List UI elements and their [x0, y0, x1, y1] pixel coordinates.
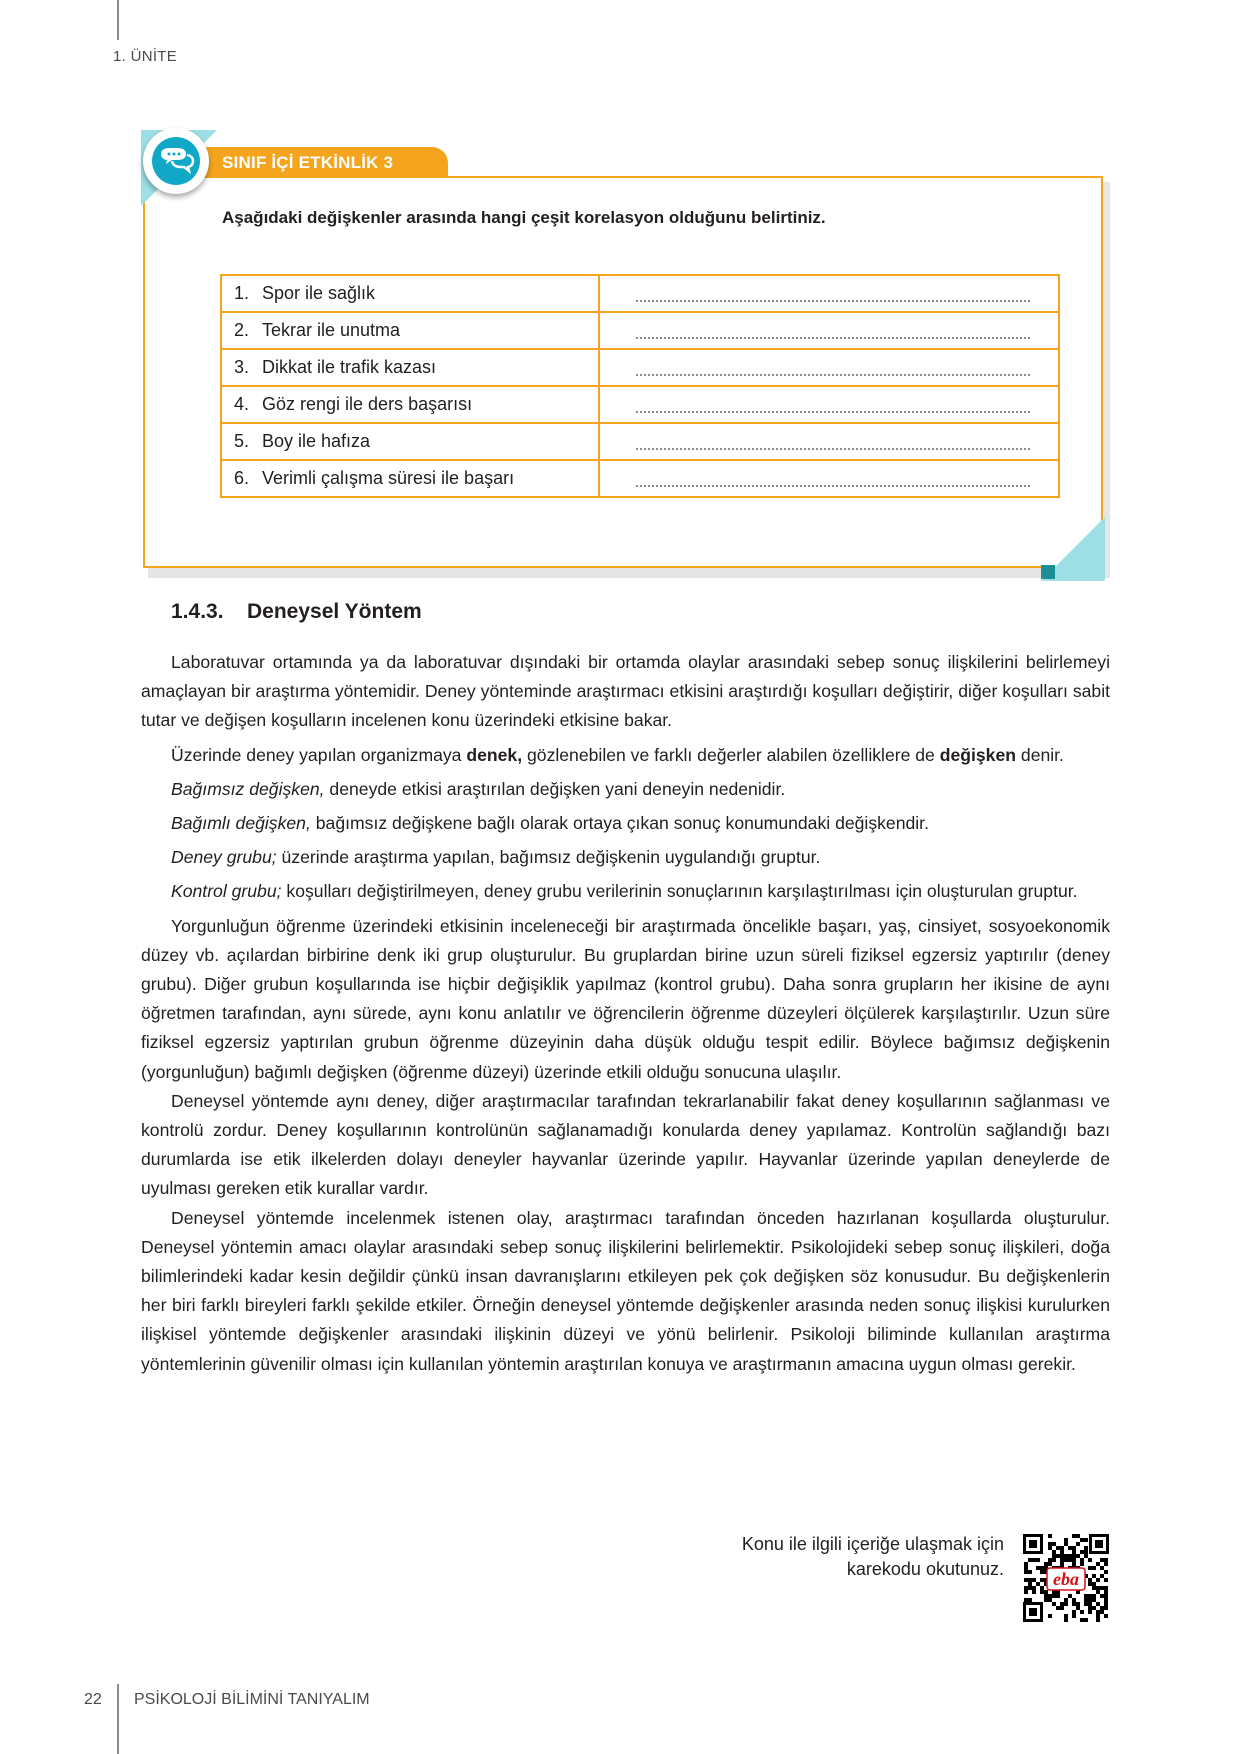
term-denek: denek, — [466, 744, 523, 765]
section-title: Deneysel Yöntem — [247, 600, 422, 623]
answer-line[interactable] — [636, 448, 1030, 450]
table-row — [221, 349, 1059, 386]
table-row — [221, 386, 1059, 423]
definition: Bağımsız değişken, deneyde etkisi araştırılan değişken yani deneyin nedenidir. — [171, 778, 786, 799]
item-text: Spor ile sağlık — [262, 283, 376, 303]
section-body — [141, 648, 1110, 1379]
term-degisken: değişken — [939, 744, 1017, 765]
definition: Kontrol grubu; koşulları değiştirilmeyen, deney grubu verilerinin sonuçlarının karşılaştırılması için oluşturulan gruptur. — [171, 881, 1078, 902]
definition: Bağımlı değişken, bağımsız değişkene bağlı olarak ortaya çıkan sonuç konumundaki değişkendir. — [171, 813, 929, 834]
item-number: 4. — [234, 394, 250, 414]
header-divider — [117, 0, 119, 40]
definition-term: Deney grubu; — [171, 847, 277, 868]
activity-instruction: Aşağıdaki değişkenler arasında hangi çeşit korelasyon olduğunu belirtiniz. — [222, 208, 826, 227]
item-number: 6. — [234, 468, 250, 488]
footer-divider — [117, 1684, 119, 1754]
paragraph: Deneysel yöntemde aynı deney, diğer araştırmacılar tarafından tekrarlanabilir fakat deney koşullarının sağlanması ve kontrolü zordur. Deney koşullarının kontrolünün sağlanamadığı konularda deney yapılamaz. Kontrolün sağlandığı bazı durumlarda ise etik ilkelerden dolayı deneyler hayvanlar üzerinde yapılır. Hayvanlar üzerinde yapılan deneylerde de uyulması gereken etik kurallar vardır. — [141, 1090, 1110, 1199]
qr-caption-line: Konu ile ilgili içeriğe ulaşmak için — [741, 1534, 1004, 1554]
activity-corner-accent — [1041, 565, 1055, 579]
qr-code-icon[interactable] — [1023, 1534, 1109, 1622]
definition-term: Bağımlı değişken, — [171, 813, 311, 834]
table-row — [221, 312, 1059, 349]
answer-line[interactable] — [636, 485, 1030, 487]
paragraph: Deneysel yöntemde incelenmek istenen olay, araştırmacı tarafından önceden hazırlanan koşullarda oluşturulur. Deneysel yöntemin amacı olaylar arasındaki sebep sonuç ilişkilerini belirlemektir. Psikolojideki sebep sonuç ilişkileri, doğa bilimlerindeki kadar kesin değildir çünkü insan davranışlarını etkileyen pek çok değişken söz konusudur. Bu değişkenlerin her biri farklı bireyleri farklı şekilde etkiler. Örneğin deneysel yöntemde değişkenler arasında neden sonuç ilişkisi kurulurken ilişkisel yöntemde değişkenler arasındaki ilişkinin düzeyi ve yönü belirlenir. Psikoloji biliminde kullanılan araştırma yöntemlerinin güvenilir olması için kullanılan yöntemin araştırılan konuya ve araştırmanın amacına uygun olması gerekir. — [141, 1207, 1110, 1374]
book-title: PSİKOLOJİ BİLİMİNİ TANIYALIM — [134, 1691, 370, 1708]
definition-term: Bağımsız değişken, — [171, 778, 325, 799]
qr-caption — [690, 1532, 1004, 1582]
unit-label: 1. ÜNİTE — [113, 48, 178, 65]
item-text: Tekrar ile unutma — [262, 320, 401, 340]
section-number: 1.4.3. — [171, 600, 224, 623]
table-row — [221, 423, 1059, 460]
answer-line[interactable] — [636, 411, 1030, 413]
answer-line[interactable] — [636, 337, 1030, 339]
item-text: Dikkat ile trafik kazası — [262, 357, 437, 377]
item-number: 5. — [234, 431, 250, 451]
section-heading — [171, 600, 422, 624]
qr-caption-line: karekodu okutunuz. — [846, 1559, 1004, 1579]
paragraph: Laboratuvar ortamında ya da laboratuvar dışındaki bir ortamda olaylar arasındaki sebep sonuç ilişkilerini belirlemeyi amaçlayan bir araştırma yöntemidir. Deney yönteminde araştırmacı etkisini araştırdığı koşulları değiştirir, diğer koşulları sabit tutar ve değişen koşulların incelenen konu üzerindeki etkisine bakar. — [141, 652, 1110, 731]
definition-term: Kontrol grubu; — [171, 881, 282, 902]
table-row — [221, 275, 1059, 312]
item-number: 2. — [234, 320, 250, 340]
paragraph: Yorgunluğun öğrenme üzerindeki etkisinin inceleneceği bir araştırmada öncelikle başarı, yaş, cinsiyet, sosyoekonomik düzey vb. açılardan birbirine denk iki grup oluşturulur. Bu gruplardan birine uzun süreli fiziksel egzersiz yaptırılır (deney grubu). Diğer grubun koşullarında ise hiçbir değişiklik yapılmaz (kontrol grubu). Daha sonra grupların her ikisine de aynı öğretmen tarafından, aynı sürede, aynı konu anlatılır ve öğrencilerin öğrenme düzeyleri ölçülerek karşılaştırılır. Uzun süre fiziksel egzersiz yaptırılan grubun öğrenme düzeyinin daha düşük olduğu tespit edilir. Böylece bağımsız değişkenin (yorgunluğun) bağımlı değişken (öğrenme düzeyi) üzerinde etkili olduğu sonucuna ulaşılır. — [141, 915, 1110, 1082]
answer-line[interactable] — [636, 374, 1030, 376]
answer-line[interactable] — [636, 300, 1030, 302]
table-row — [221, 460, 1059, 497]
definition: Deney grubu; üzerinde araştırma yapılan, bağımsız değişkenin uygulandığı gruptur. — [171, 847, 821, 868]
item-number: 1. — [234, 283, 250, 303]
activity-table — [220, 274, 1060, 498]
paragraph: Üzerinde deney yapılan organizmaya denek, gözlenebilen ve farklı değerler alabilen özelliklere de değişken denir. — [171, 744, 1064, 765]
speech-bubbles-icon — [152, 137, 200, 185]
page-number: 22 — [84, 1691, 102, 1708]
eba-logo: eba — [1053, 1569, 1079, 1589]
item-text: Göz rengi ile ders başarısı — [262, 394, 473, 414]
item-text: Boy ile hafıza — [262, 431, 371, 451]
item-text: Verimli çalışma süresi ile başarı — [262, 468, 515, 488]
activity-title: SINIF İÇİ ETKİNLİK 3 — [222, 153, 394, 172]
item-number: 3. — [234, 357, 250, 377]
